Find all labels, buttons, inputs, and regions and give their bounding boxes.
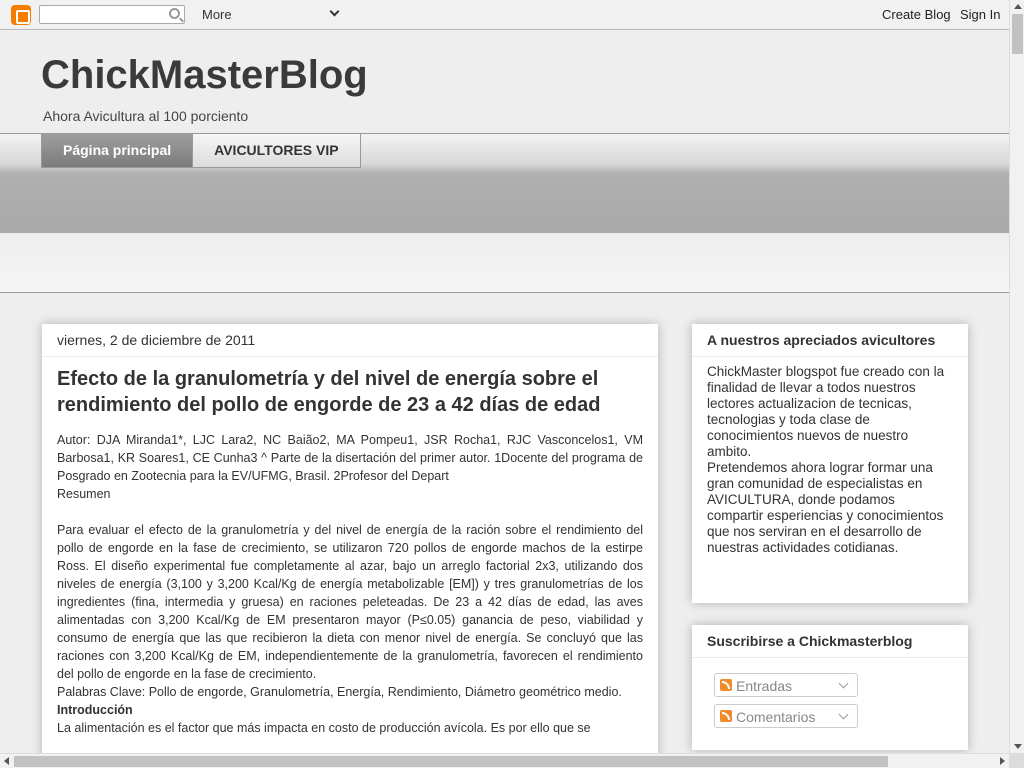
blog-title[interactable]: ChickMasterBlog bbox=[41, 53, 368, 97]
about-widget bbox=[692, 324, 968, 603]
blogger-navbar bbox=[0, 0, 1009, 30]
about-widget-title: A nuestros apreciados avicultores bbox=[707, 332, 936, 348]
feed-entradas-button[interactable] bbox=[714, 673, 858, 697]
resumen-label: Resumen bbox=[57, 487, 111, 501]
post-body bbox=[57, 431, 643, 737]
create-blog-link[interactable]: Create Blog bbox=[882, 7, 951, 22]
subscribe-widget-title: Suscribirse a Chickmasterblog bbox=[707, 633, 913, 649]
search-input[interactable] bbox=[39, 5, 185, 24]
scrollbar-corner bbox=[1009, 753, 1024, 768]
scroll-right-icon[interactable] bbox=[1000, 757, 1005, 765]
intro-text: La alimentación es el factor que más impacta en costo de producción avícola. Es por ello que se bbox=[57, 721, 591, 735]
chevron-down-icon bbox=[839, 679, 849, 689]
widget-divider bbox=[692, 657, 968, 658]
post-abstract: Para evaluar el efecto de la granulometría y del nivel de energía de la ración sobre el rendimiento del pollo de engorde en la fase de crecimiento, se utilizaron 720 pollos de engorde machos de la estirpe Ross. El diseño experimental fue completamente al azar, bajo un arreglo factorial 2x3, utilizando dos niveles de energía (3,100 y 3,200 Kcal/Kg de energía metabolizable [EM]) y tres granulometrías de los ingredientes (fina, intermedia y gruesa) en raciones peleteadas. De 23 a 42 días de edad, las aves alimentadas con 3,200 Kcal/Kg de EM presentaron mayor (P≤0.05) ganancia de peso, viabilidad y consumo de energía que las que recibieron la dieta con menor nivel de energía. Se concluyó que las raciones con 3,200 Kcal/Kg de EM, independientemente de la granulometría, favorecen el rendimiento del pollo de engorde en la fase de crecimiento. bbox=[57, 523, 643, 681]
chevron-down-icon bbox=[839, 710, 849, 720]
scroll-up-icon[interactable] bbox=[1014, 4, 1022, 9]
about-widget-body bbox=[707, 364, 953, 556]
rss-icon bbox=[720, 710, 732, 722]
post-date: viernes, 2 de diciembre de 2011 bbox=[57, 332, 256, 348]
tab-pagina-principal[interactable]: Página principal bbox=[42, 134, 193, 167]
date-divider bbox=[42, 356, 658, 357]
horizontal-scroll-thumb[interactable] bbox=[14, 756, 888, 767]
about-paragraph-2: Pretendemos ahora lograr formar una gran comunidad de especialistas en AVICULTURA, donde podamos compartir esperiencias y conocimientos que nos serviran en el desarrollo de nuestras actividades cotidianas. bbox=[707, 460, 944, 555]
about-paragraph-1: ChickMaster blogspot fue creado con la finalidad de llevar a todos nuestros lectores actualizacion de tecnicas, tecnologias y toda clase de conocimientos nuevos de nuestro ambito. bbox=[707, 364, 945, 459]
widget-divider bbox=[692, 356, 968, 357]
vertical-scroll-thumb[interactable] bbox=[1012, 14, 1023, 54]
blog-post bbox=[42, 324, 658, 768]
page-tabs bbox=[41, 134, 361, 168]
horizontal-scrollbar[interactable] bbox=[0, 753, 1009, 768]
feed-label: Comentarios bbox=[736, 709, 816, 725]
intro-heading: Introducción bbox=[57, 703, 133, 717]
scroll-left-icon[interactable] bbox=[4, 757, 9, 765]
post-keywords: Palabras Clave: Pollo de engorde, Granulometría, Energía, Rendimiento, Diámetro geométrico medio. bbox=[57, 685, 622, 699]
blogger-logo-icon[interactable] bbox=[11, 5, 31, 25]
header-band bbox=[0, 233, 1009, 293]
more-dropdown[interactable]: More bbox=[202, 7, 232, 22]
vertical-scrollbar[interactable] bbox=[1009, 0, 1024, 753]
feed-label: Entradas bbox=[736, 678, 793, 694]
sign-in-link[interactable]: Sign In bbox=[960, 7, 1001, 22]
blog-description: Ahora Avicultura al 100 porciento bbox=[43, 108, 249, 124]
post-title[interactable]: Efecto de la granulometría y del nivel de energía sobre el rendimiento del pollo de engorde de 23 a 42 días de edad bbox=[57, 368, 601, 416]
subscribe-widget bbox=[692, 625, 968, 750]
tab-avicultores-vip[interactable]: AVICULTORES VIP bbox=[193, 134, 359, 167]
rss-icon bbox=[720, 679, 732, 691]
scroll-down-icon[interactable] bbox=[1014, 744, 1022, 749]
blog-header bbox=[0, 31, 1009, 133]
tabs-band bbox=[0, 133, 1009, 233]
post-authors: Autor: DJA Miranda1*, LJC Lara2, NC Baião2, MA Pompeu1, JSR Rocha1, RJC Vasconcelos1, VM Barbosa1, KR Soares1, CE Cunha3 ^ Parte de la disertación del primer autor. 1Docente del programa de Posgrado en Zootecnia para la EV/UFMG, Brasil. 2Profesor del Depart bbox=[57, 433, 643, 483]
search-icon[interactable] bbox=[169, 8, 180, 19]
feed-comentarios-button[interactable] bbox=[714, 704, 858, 728]
